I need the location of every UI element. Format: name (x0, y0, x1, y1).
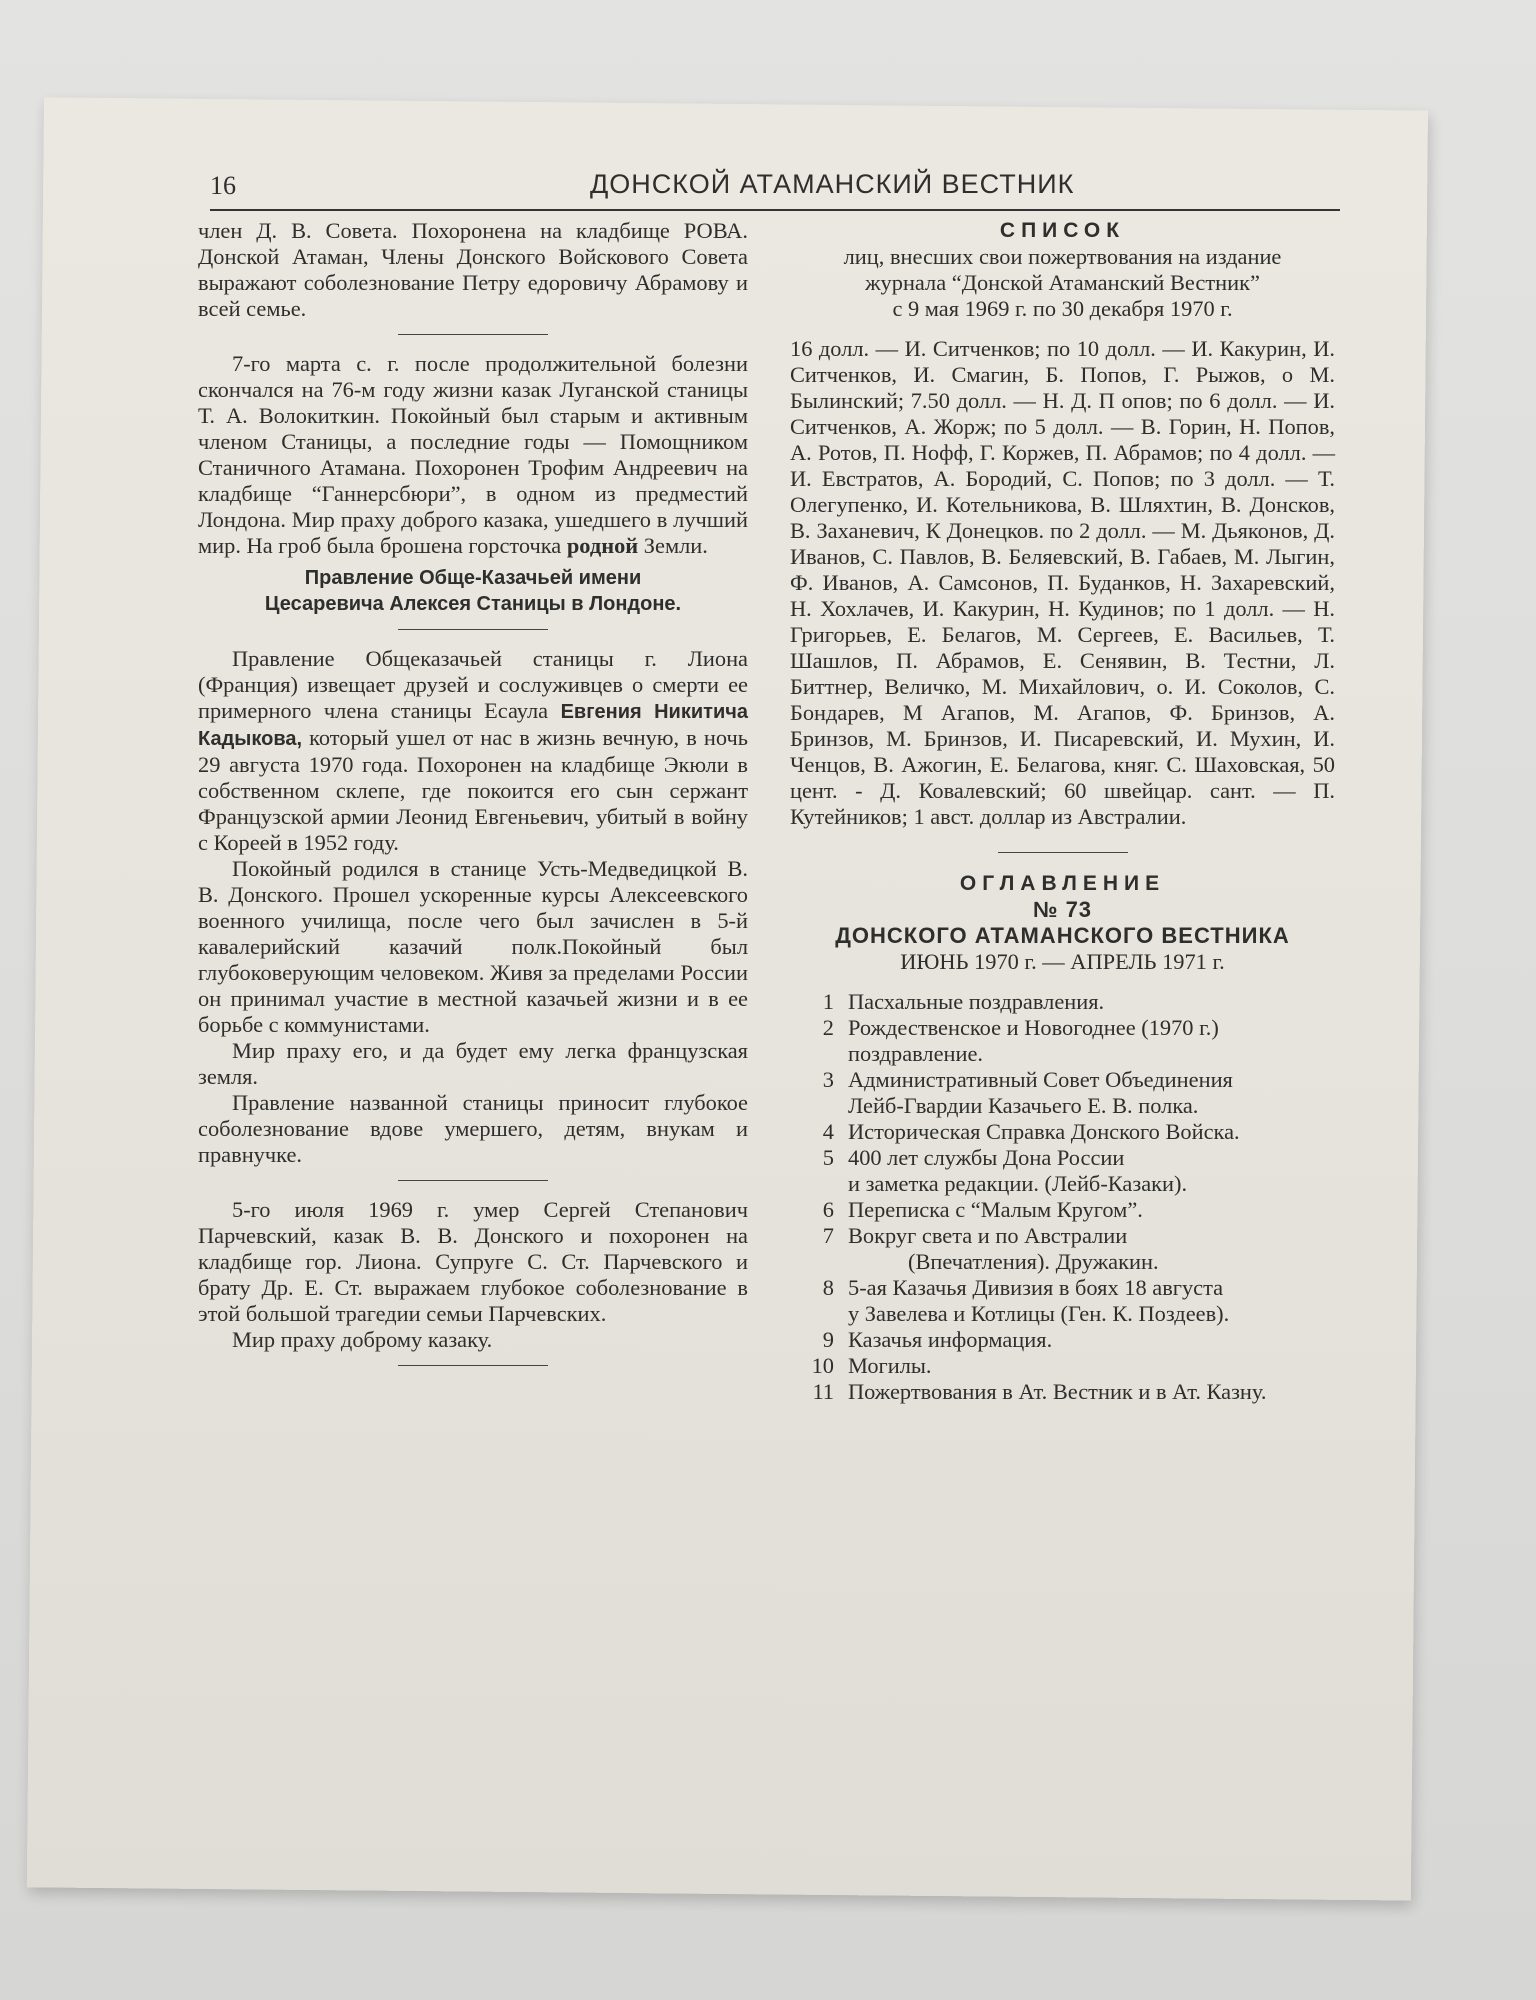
toc-item-number: 1 (822, 989, 834, 1014)
toc-item-title: Переписка с “Малым Кругом”. (848, 1197, 1143, 1222)
toc-dates: ИЮНЬ 1970 г. — АПРЕЛЬ 1971 г. (900, 949, 1225, 974)
deceased-name: Евгения Никитича Кадыкова, (198, 701, 748, 750)
toc-item (790, 1197, 1335, 1223)
toc-issue: № 73 (1032, 897, 1093, 922)
toc-item-number: 7 (822, 1223, 834, 1248)
toc-item-title: Административный Совет Объединения (848, 1067, 1233, 1092)
toc-item-number: 4 (822, 1119, 834, 1144)
toc-item (790, 1275, 1335, 1327)
donor-list-subtitle-3: с 9 мая 1969 г. по 30 декабря 1970 г. (892, 296, 1233, 321)
toc-item-title: Казачья информация. (848, 1327, 1053, 1352)
right-column (790, 218, 1335, 1405)
obituary-kadykov-end: который ушел от нас в жизнь вечную, в ночь 29 августа 1970 года. Похоронен на кладбище Экюли в собственном склепе, где покоится его сын сержант Французской армии Леонид Евгеньевич, убитый в войну с Кореей в 1952 году. (198, 725, 748, 855)
toc-item-number: 8 (822, 1275, 834, 1300)
obituary-kadykov-prayer: Мир праху его, и да будет ему легка французская земля. (198, 1038, 748, 1089)
toc-item-number: 5 (822, 1145, 834, 1170)
toc-item-number: 9 (822, 1327, 834, 1352)
toc-item-number: 2 (822, 1015, 834, 1040)
toc-item-title: Историческая Справка Донского Войска. (848, 1119, 1240, 1144)
toc-item (790, 1067, 1335, 1119)
obituary-kadykov-condolence: Правление названной станицы приносит глубокое соболезнование вдове умершего, детям, внукам и правнучке. (198, 1090, 748, 1167)
toc-item-title: Пожертвования в Ат. Вестник и в Ат. Казну. (848, 1379, 1267, 1404)
toc-item (790, 1223, 1335, 1275)
left-column (198, 218, 748, 1382)
toc-item-number: 10 (811, 1353, 834, 1378)
toc-item (790, 1015, 1335, 1067)
toc-journal: ДОНСКОГО АТАМАНСКОГО ВЕСТНИКА (835, 923, 1290, 948)
header-rule (210, 209, 1340, 211)
table-of-contents (790, 989, 1335, 1405)
toc-item-title: 400 лет службы Дона России (848, 1145, 1125, 1170)
toc-item (790, 1145, 1335, 1197)
page-header (210, 165, 1340, 213)
toc-title: ОГЛАВЛЕНИЕ (959, 872, 1166, 895)
divider (998, 852, 1128, 853)
obituary-kadykov (198, 646, 748, 856)
toc-item-title: Рождественское и Новогоднее (1970 г.) (848, 1015, 1219, 1040)
toc-item (790, 1353, 1335, 1379)
toc-item-title: 5-ая Казачья Дивизия в боях 18 августа (848, 1275, 1224, 1300)
donor-list-title: СПИСОК (999, 219, 1126, 242)
toc-item-title-cont: Лейб-Гвардии Казачьего Е. В. полка. (848, 1093, 1199, 1118)
toc-item-title-cont: и заметка редакции. (Лейб-Казаки). (848, 1171, 1188, 1196)
donor-list-subtitle-1: лиц, внесших свои пожертвования на издание (843, 244, 1282, 269)
toc-item-number: 6 (822, 1197, 834, 1222)
obituary-parchevsky: 5-го июля 1969 г. умер Сергей Степанович Парчевский, казак В. В. Донского и похоронен на кладбище гор. Лиона. Супруге С. Ст. Парчевского и брату Др. Е. Ст. выражаем глубокое соболезнование в этой большой трагедии семьи Парчевских. (198, 1197, 748, 1326)
obituary-parchevsky-prayer: Мир праху доброму казаку. (232, 1327, 493, 1352)
emphasis-text: родной (566, 533, 639, 558)
toc-item-title: Могилы. (848, 1353, 932, 1378)
page-number: 16 (210, 171, 236, 200)
toc-item-title-cont: поздравление. (848, 1041, 984, 1066)
obituary-kadykov-bio: Покойный родился в станице Усть-Медведицкой В. В. Донского. Прошел ускоренные курсы Алексеевского военного училища, после чего был зачислен в 5-й кавалерийский казачий полк.Покойный был глубоковерующим человеком. Живя за пределами России он принимал участие в местной казачьей жизни и в ее борьбе с коммунистами. (198, 856, 748, 1037)
toc-item (790, 1119, 1335, 1145)
donor-list-subtitle-2: журнала “Донской Атаманский Вестник” (865, 270, 1260, 295)
toc-item-title: Пасхальные поздравления. (848, 989, 1105, 1014)
obituary-kadykov-text: Правление Общеказачьей станицы г. Лиона (Франция) извещает друзей и сослуживцев о смерти ее примерного члена станицы Есаула (198, 646, 748, 723)
donor-list: 16 долл. — И. Ситченков; по 10 долл. — И. Какурин, И. Ситченков, И. Смагин, Б. Попов, Г. Рыжов, о М. Былинский; 7.50 долл. — Н. Д. П опов; по 6 долл. — И. Ситченков, А. Жорж; по 5 долл. — В. Горин, Н. Попов, А. Ротов, П. Нофф, Г. Коржев, П. Абрамов; по 4 долл. — И. Евстратов, А. Бородий, С. Попов; по 3 долл. — Т. Олегупенко, И. Котельникова, В. Шляхтин, В. Донсков, В. Заханевич, К Донецков. по 2 долл. — М. Дьяконов, Д. Иванов, С. Павлов, В. Беляевский, В. Габаев, М. Лыгин, Ф. Иванов, А. Самсонов, П. Буданков, Н. Захаревский, Н. Хохлачев, И. Какурин, Н. Кудинов; по 1 долл. — Н. Григорьев, Е. Белагов, М. Сергеев, Е. Васильев, Т. Шашлов, П. Абрамов, Е. Сенявин, В. Тестни, Л. Биттнер, Величко, М. Михайлович, о. И. Соколов, С. Бондарев, М Агапов, М. Агапов, Ф. Бринзов, А. Бринзов, М. Бринзов, И. Писаревский, И. Мухин, И. Ченцов, В. Ажогин, Е. Белагова, княг. С. Шаховская, 50 цент. - Д. Ковалевский; 60 швейцар. сант. — П. Кутейников; 1 авст. доллар из Австралии. (790, 336, 1335, 829)
obituary-volokitkin-text: 7-го марта с. г. после продолжительной болезни скончался на 76-м году жизни казак Луганской станицы Т. А. Волокиткин. Покойный был старым и активным членом Станицы, а последние годы — Помощником Станичного Атамана. Похоронен Трофим Андреевич на кладбище “Ганнерсбюри”, в одном из предместий Лондона. Мир праху доброго казака, ушедшего в лучший мир. На гроб была брошена горсточка (198, 351, 748, 558)
divider (398, 629, 548, 630)
obituary-volokitkin-end: Земли. (643, 533, 708, 558)
obituary-abramova-end: член Д. В. Совета. Похоронена на кладбище РОВА. Донской Атаман, Члены Донского Войскового Совета выражают соболезнование Петру едоровичу Абрамову и всей семье. (198, 218, 748, 321)
divider (398, 1365, 548, 1366)
journal-title: ДОНСКОЙ АТАМАНСКИЙ ВЕСТНИК (590, 169, 1075, 199)
toc-item-title: Вокруг света и по Австралии (848, 1223, 1128, 1248)
toc-item (790, 1379, 1335, 1405)
divider (398, 334, 548, 335)
obituary-volokitkin (198, 351, 748, 559)
toc-item-number: 11 (812, 1379, 834, 1404)
toc-item-title-cont: у Завелева и Котлицы (Ген. К. Поздеев). (848, 1301, 1230, 1326)
toc-item-title-cont: (Впечатления). Дружакин. (908, 1249, 1159, 1274)
signature-line-2: Цесаревича Алексея Станицы в Лондоне. (264, 593, 682, 615)
signature-line-1: Правление Обще-Казачьей имени (304, 567, 642, 589)
toc-item (790, 1327, 1335, 1353)
toc-item (790, 989, 1335, 1015)
divider (398, 1180, 548, 1181)
toc-item-number: 3 (822, 1067, 834, 1092)
